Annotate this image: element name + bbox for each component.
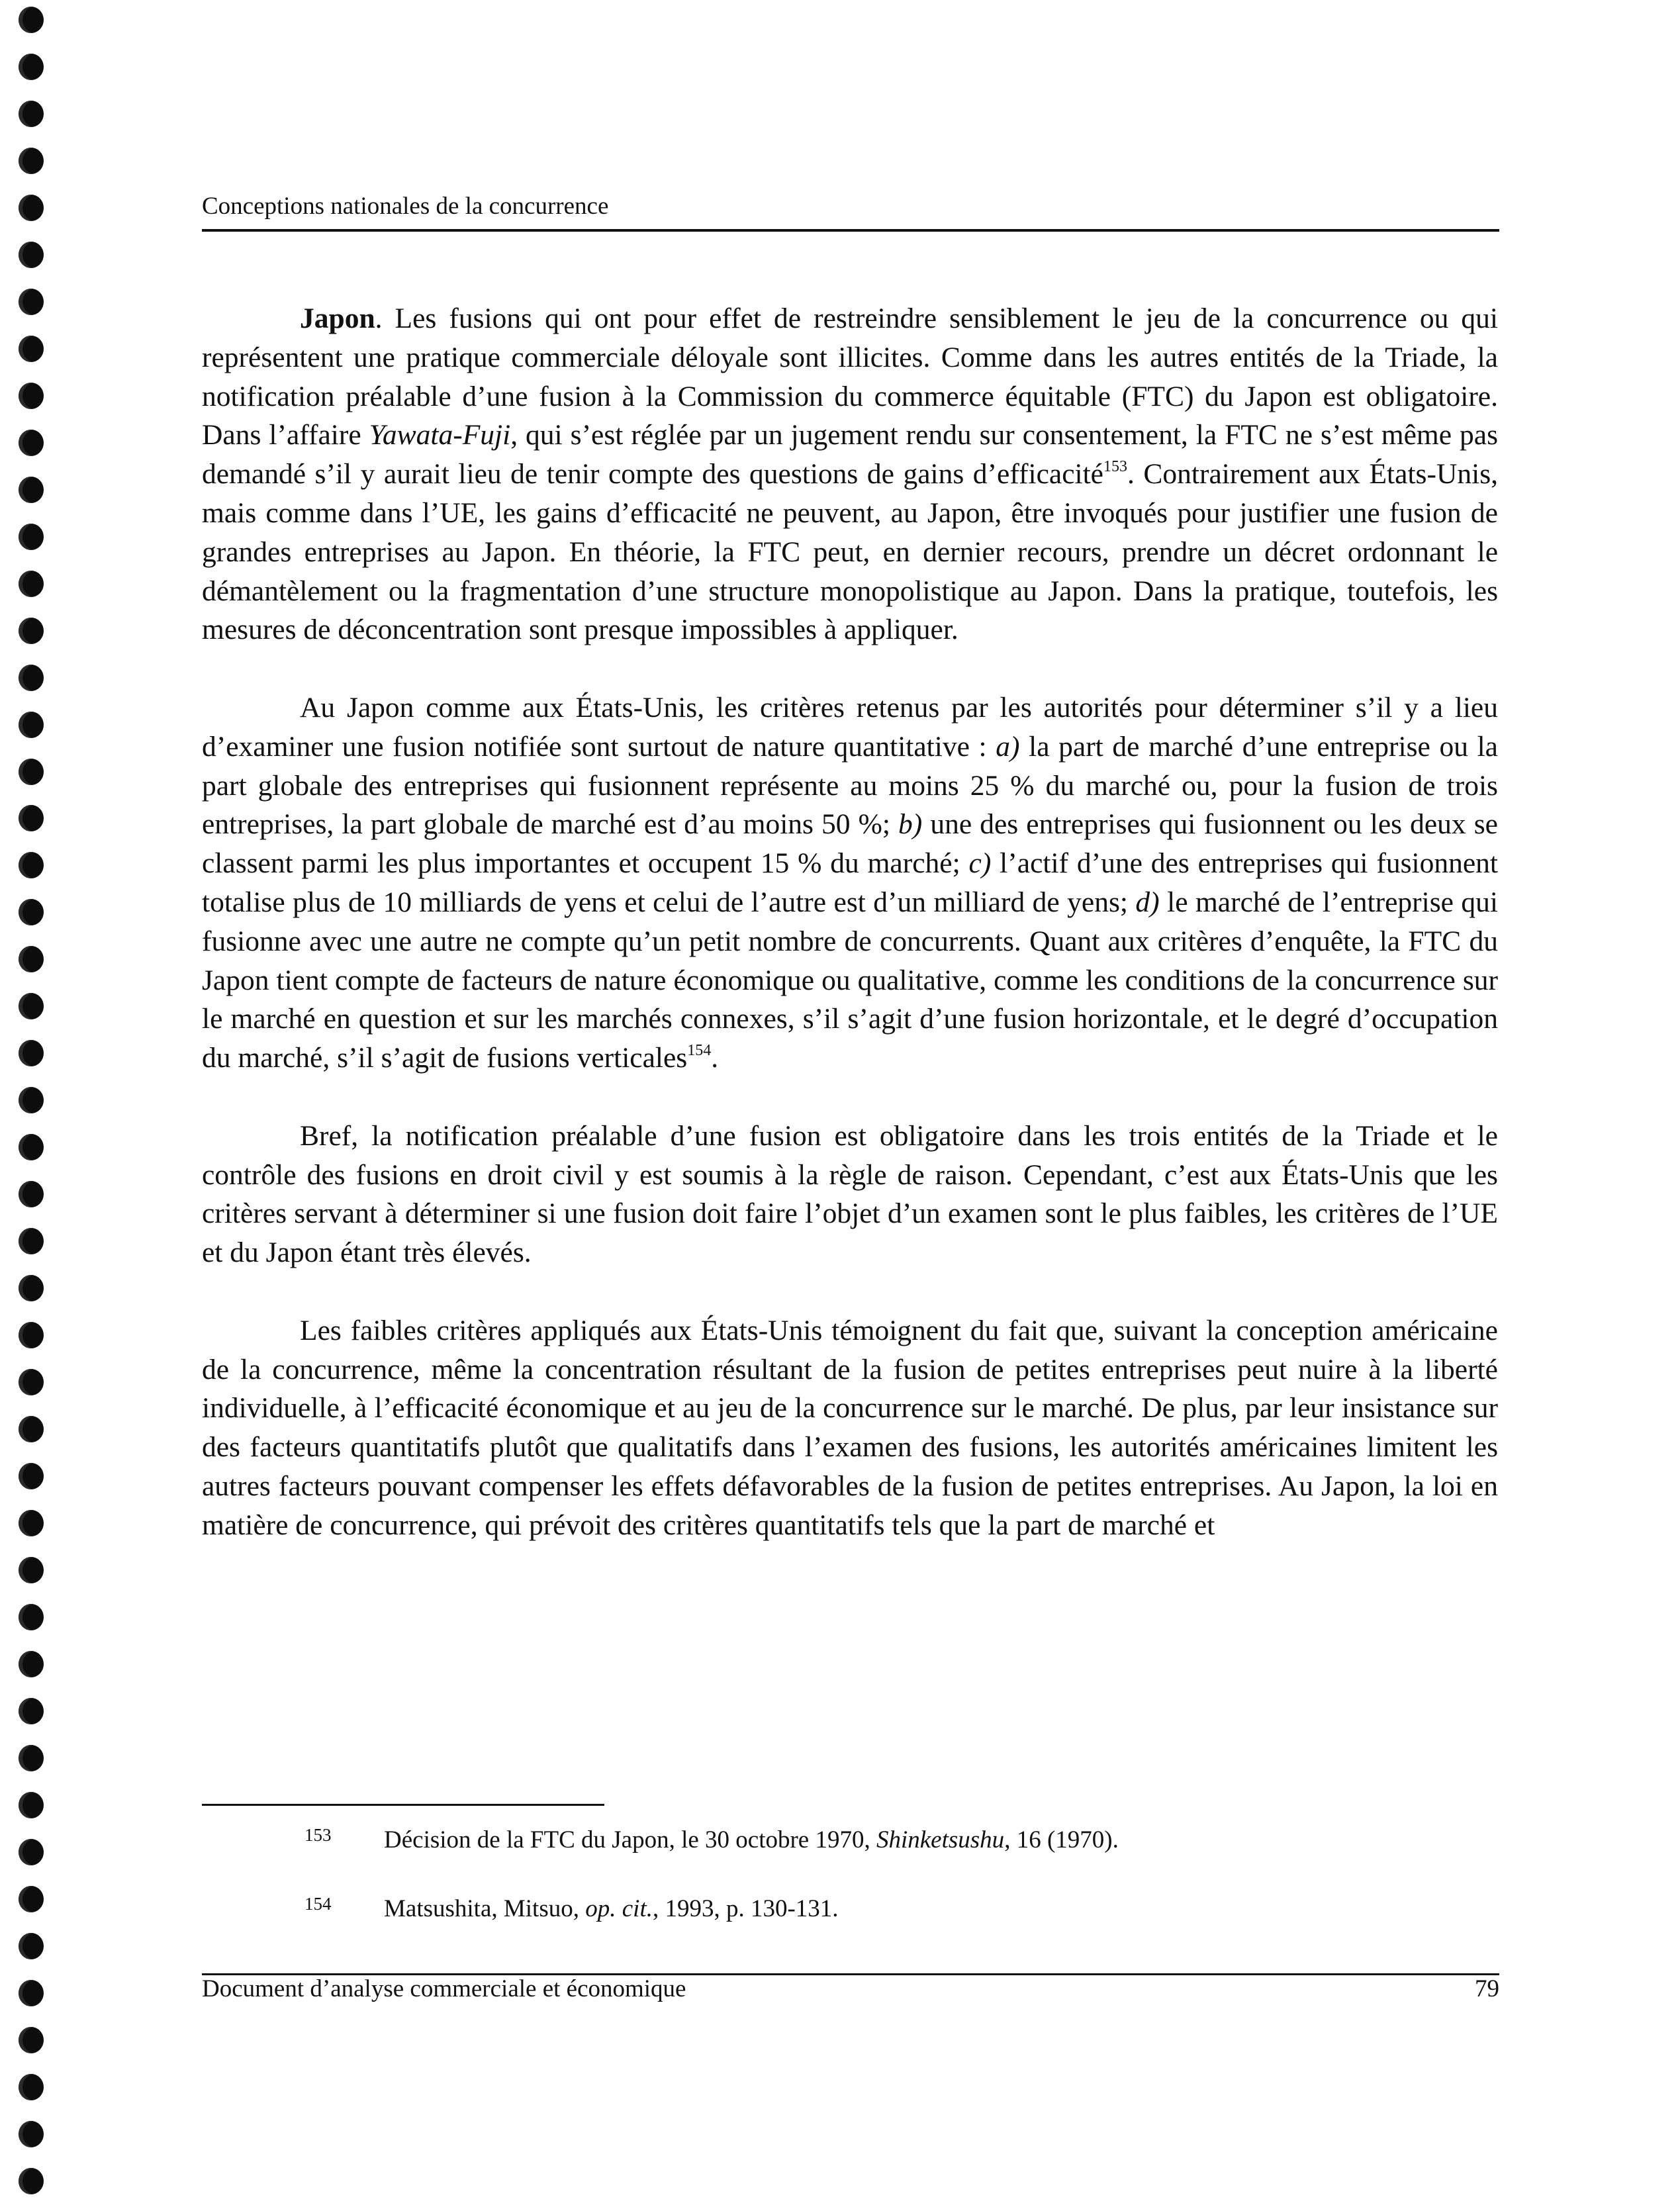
footnotes (304, 1824, 1430, 1961)
binder-hole (19, 1510, 44, 1536)
text-run: Matsushita, Mitsuo, (384, 1895, 586, 1922)
binder-hole (19, 665, 44, 691)
binder-hole (19, 1463, 44, 1489)
binder-hole (19, 1087, 44, 1113)
binder-hole (19, 712, 44, 738)
binder-hole (19, 571, 44, 597)
text-run: une des entreprises qui fusionnent ou les deux se classent parmi les plus importantes et occupent 15 % du marché; (202, 808, 1498, 880)
binder-hole (19, 7, 44, 33)
binder-hole (19, 899, 44, 925)
running-header: Conceptions nationales de la concurrence (202, 193, 609, 220)
binder-hole (19, 148, 44, 174)
binder-hole (19, 477, 44, 503)
footnote-154 (304, 1893, 1430, 1926)
binder-hole (19, 1604, 44, 1630)
footnote-ref-154[interactable]: 154 (687, 1042, 712, 1060)
binder-hole (19, 289, 44, 315)
paragraph-bref: Bref, la notification préalable d’une fusion est obligatoire dans les trois entités de la Triade et le contrôle des fusions en droit civil y est soumis à la règle de raison. Cependant, c’est aux États-Unis que les critères servant à déterminer si une fusion doit faire l’objet d’un examen sont le plus faibles, les critères de l’UE et du Japon étant très élevés. (202, 1119, 1498, 1269)
binder-hole (19, 1275, 44, 1301)
binder-hole (19, 524, 44, 550)
paragraph-lead: Japon (300, 303, 375, 334)
footnote-ref-153[interactable]: 153 (1103, 458, 1127, 476)
binder-hole (19, 1980, 44, 2006)
text-run: . (711, 1042, 719, 1074)
footnote-text (384, 1893, 1430, 1926)
binder-hole (19, 852, 44, 878)
running-footer (202, 1975, 1499, 2004)
case-name: Yawata-Fuji (369, 419, 511, 451)
binder-hole (19, 101, 44, 127)
footer-title: Document d’analyse commerciale et économique (202, 1975, 686, 2002)
paragraph-criteres (202, 688, 1498, 1078)
footnote-number: 153 (304, 1825, 332, 1845)
body-text (202, 299, 1498, 1545)
footnote-number: 154 (304, 1894, 332, 1914)
text-run: l’actif d’une des entreprises qui fusionnent totalise plus de 10 milliards de yens et celui de l’autre est d’un milliard de yens; (202, 847, 1498, 918)
binder-hole (19, 759, 44, 785)
binder-hole (19, 1933, 44, 1959)
binder-hole (19, 1745, 44, 1771)
binder-hole (19, 2168, 44, 2194)
binder-hole (19, 805, 44, 831)
binder-hole (19, 1886, 44, 1912)
binder-hole (19, 1651, 44, 1677)
publication-title: Shinketsushu (876, 1826, 1005, 1853)
binder-hole (19, 946, 44, 972)
text-run: le marché de l’entreprise qui fusionne avec une autre ne compte qu’un petit nombre de concurrents. Quant aux critères d’enquête, la FTC du Japon tient compte de facteurs de nature économique ou qualitative, comme les conditions de la concurrence sur le marché en question et sur les marchés connexes, s’il s’agit d’une fusion horizontale, et le degré d’occupation du marché, s’il s’agit de fusions verticales (202, 886, 1498, 1074)
binder-hole (19, 54, 44, 80)
citation-abbrev: op. cit. (585, 1895, 653, 1922)
binder-hole (19, 1839, 44, 1865)
footnote-text (384, 1824, 1430, 1857)
footnote-153 (304, 1824, 1430, 1857)
list-marker-a: a) (996, 730, 1020, 763)
binder-hole (19, 618, 44, 644)
binder-hole (19, 2027, 44, 2053)
page-number: 79 (1475, 1975, 1499, 2002)
footnote-separator (202, 1804, 604, 1806)
binder-hole (19, 2121, 44, 2147)
text-run: . Les fusions qui ont pour effet de restreindre sensiblement le jeu de la concurrence ou qui représentent une pratique commerciale déloyale sont illicites. Comme dans les autres entités de la Triade, la notification préalable d’une fusion à la Commission du commerce équitable (FTC) du Japon est obligatoire. Dans l’affaire (202, 303, 1498, 451)
binder-hole (19, 1792, 44, 1818)
binder-hole (19, 1181, 44, 1207)
binder-hole (19, 1369, 44, 1395)
binder-hole (19, 1040, 44, 1066)
text-run: Au Japon comme aux États-Unis, les critères retenus par les autorités pour déterminer s’il y a lieu d’examiner une fusion notifiée sont surtout de nature quantitative : (202, 691, 1498, 763)
text-run: , 1993, p. 130-131. (652, 1895, 839, 1922)
text-run: . Contrairement aux États-Unis, mais comme dans l’UE, les gains d’efficacité ne peuvent, au Japon, être invoqués pour justifier une fusion de grandes entreprises au Japon. En théorie, la FTC peut, en dernier recours, prendre un décret ordonnant le démantèlement ou la fragmentation d’une structure monopolistique au Japon. Dans la pratique, toutefois, les mesures de déconcentration sont presque impossibles à appliquer. (202, 458, 1498, 646)
text-run: la part de marché d’une entreprise ou la part globale des entreprises qui fusionnent représente au moins 25 % du marché ou, pour la fusion de trois entreprises, la part globale de marché est d’au moins 50 %; (202, 730, 1498, 841)
paragraph-japon (202, 299, 1498, 649)
text-run: , qui s’est réglée par un jugement rendu sur consentement, la FTC ne s’est même pas demandé s’il y aurait lieu de tenir compte des questions de gains d’efficacité (202, 419, 1498, 491)
binder-hole (19, 1228, 44, 1254)
list-marker-c: c) (968, 847, 992, 880)
binder-hole (19, 430, 44, 456)
text-run: , 16 (1970). (1004, 1826, 1119, 1853)
list-marker-d: d) (1135, 886, 1160, 918)
binder-hole (19, 383, 44, 409)
binder-hole (19, 1416, 44, 1442)
binder-hole (19, 242, 44, 268)
binder-hole (19, 1698, 44, 1724)
binder-hole (19, 993, 44, 1019)
binder-hole (19, 336, 44, 362)
binder-hole (19, 1322, 44, 1348)
text-run: Décision de la FTC du Japon, le 30 octobre 1970, (384, 1826, 876, 1853)
binder-hole (19, 195, 44, 221)
paragraph-faibles-criteres: Les faibles critères appliqués aux États-Unis témoignent du fait que, suivant la conception américaine de la concurrence, même la concentration résultant de la fusion de petites entreprises peut nuire à la liberté individuelle, à l’efficacité économique et au jeu de la concurrence sur le marché. De plus, par leur insistance sur des facteurs quantitatifs plutôt que qualitatifs dans l’examen des fusions, les autorités américaines limitent les autres facteurs pouvant compenser les effets défavorables de la fusion de petites entreprises. Au Japon, la loi en matière de concurrence, qui prévoit des critères quantitatifs tels que la part de marché et (202, 1314, 1498, 1541)
binder-hole (19, 2074, 44, 2100)
list-marker-b: b) (898, 808, 923, 841)
binder-hole (19, 1557, 44, 1583)
header-rule (202, 229, 1499, 232)
binder-holes (8, 7, 54, 2194)
binder-hole (19, 1134, 44, 1160)
